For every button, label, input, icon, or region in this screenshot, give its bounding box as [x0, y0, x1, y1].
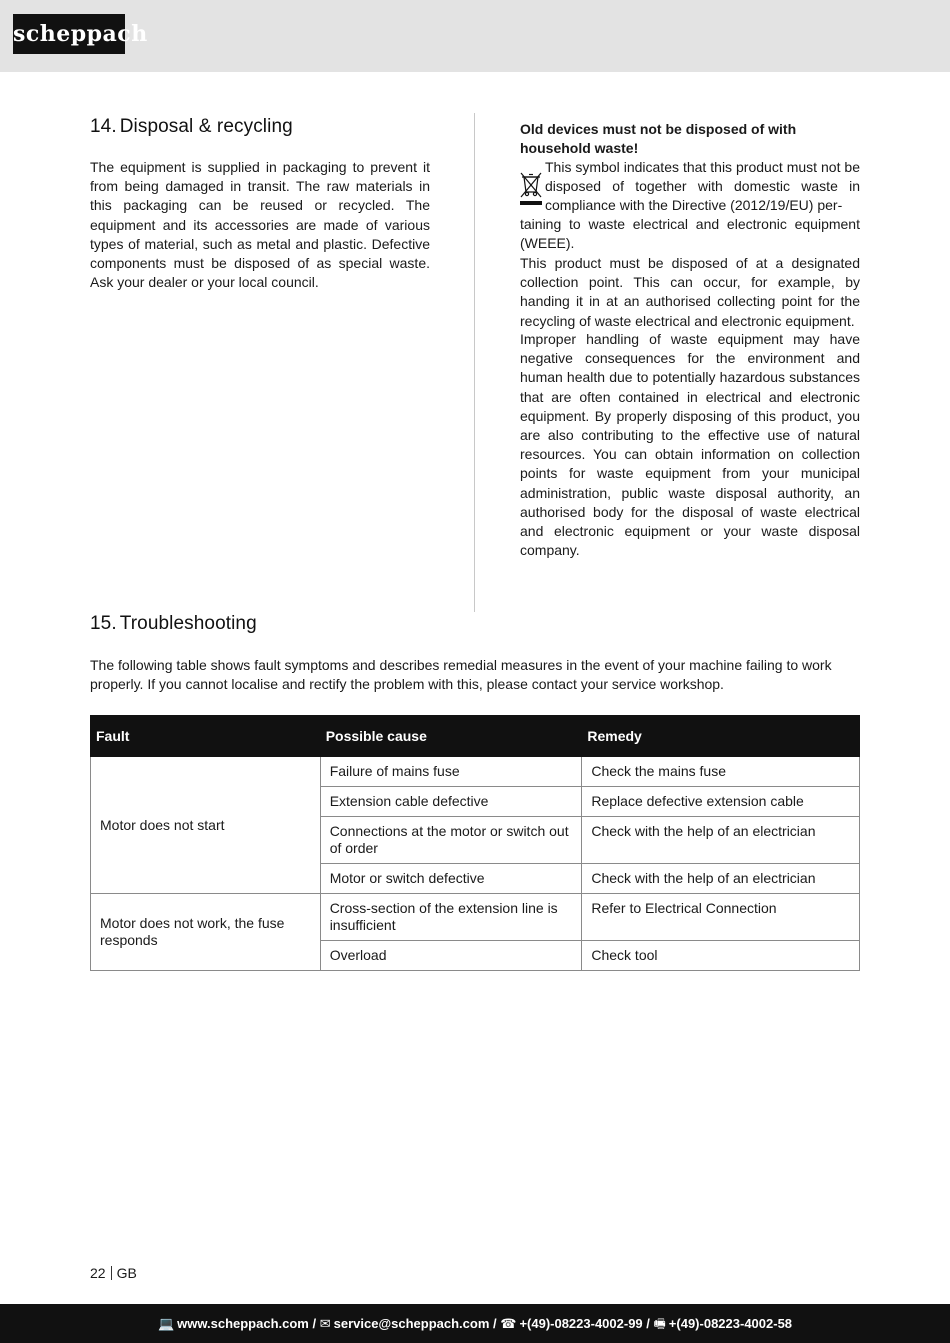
header-fault: Fault — [91, 716, 321, 757]
fault-cell: Motor does not work, the fuse responds — [91, 894, 321, 971]
remedy-cell: Check the mains fuse — [582, 757, 860, 787]
cause-cell: Overload — [320, 941, 582, 971]
section-15-title — [90, 613, 257, 635]
weee-symbol-text: This symbol indicates that this product must not be disposed of together with domestic waste in compliance with the Directive (2012/19/EU) per- — [545, 159, 860, 214]
scheppach-logo: scheppach — [13, 14, 125, 54]
fax-icon: 🖷 — [653, 1316, 666, 1331]
column-divider — [474, 113, 475, 612]
footer-phone[interactable]: +(49)-08223-4002-99 — [519, 1316, 643, 1331]
header-possible-cause: Possible cause — [320, 716, 582, 757]
section-15-title-text: Troubleshooting — [119, 613, 257, 634]
table-row — [91, 757, 860, 787]
weee-handling-paragraph: Improper handling of waste equipment may have negative consequences for the environment and human health due to potentially hazardous substances that are often contained in electrical and electronic equipment. By properly disposing of this product, you are also contributing to the effective use of natural resources. You can obtain information on collection points for waste equipment from your municipal administration, public waste disposal authority, an authorised body for the disposal of waste electrical and electronic equipment or your waste disposal company. — [520, 331, 860, 559]
mail-icon: ✉ — [319, 1316, 331, 1331]
crossed-out-wheelie-bin-icon — [519, 172, 543, 208]
remedy-cell: Check with the help of an electrician — [582, 864, 860, 894]
footer-contact — [0, 1304, 950, 1343]
header-remedy: Remedy — [582, 716, 860, 757]
footer-fax: +(49)-08223-4002-58 — [668, 1316, 793, 1331]
troubleshooting-table — [90, 715, 860, 971]
page-language: GB — [116, 1265, 137, 1281]
weee-symbol-text-cont: taining to waste electrical and electronic equipment (WEEE). — [520, 216, 860, 252]
header-band — [0, 0, 950, 72]
cause-cell: Motor or switch defective — [320, 864, 582, 894]
remedy-cell: Check tool — [582, 941, 860, 971]
page-number-value: 22 — [90, 1265, 106, 1281]
remedy-cell: Check with the help of an electrician — [582, 817, 860, 864]
page-number-separator — [111, 1266, 112, 1280]
section-15-number: 15. — [90, 613, 117, 634]
table-header-row — [91, 716, 860, 757]
section-14-body: The equipment is supplied in packaging to prevent it from being damaged in transit. The raw materials in this packaging can be reused or recycled. The equipment and its accessories are made of various types of material, such as metal and plastic. Defective components must be disposed of as special waste. Ask your dealer or your local council. — [90, 159, 430, 291]
footer-separator: / — [489, 1316, 501, 1331]
weee-heading: Old devices must not be disposed of with household waste! — [520, 121, 797, 157]
cause-cell: Failure of mains fuse — [320, 757, 582, 787]
weee-collection-paragraph: This product must be disposed of at a designated collection point. This can occur, for example, by handing it in at an authorised collecting point for the recycling of waste electrical and electronic equipment. — [520, 255, 860, 329]
cause-cell: Connections at the motor or switch out of order — [320, 817, 582, 864]
footer-separator: / — [308, 1316, 320, 1331]
section-14-title — [90, 116, 293, 138]
section-15-intro: The following table shows fault symptoms and describes remedial measures in the event of your machine failing to work properly. If you cannot localise and rectify the problem with this, please contact your service workshop. — [90, 657, 832, 693]
footer-website[interactable]: www.scheppach.com — [177, 1316, 309, 1331]
remedy-cell: Refer to Electrical Connection — [582, 894, 860, 941]
computer-icon: 💻 — [157, 1316, 175, 1331]
section-14-number: 14. — [90, 116, 117, 137]
cause-cell: Cross-section of the extension line is insufficient — [320, 894, 582, 941]
telephone-icon: ☎ — [500, 1316, 517, 1331]
footer-separator: / — [642, 1316, 654, 1331]
section-14-title-text: Disposal & recycling — [119, 116, 293, 137]
fault-cell: Motor does not start — [91, 757, 321, 894]
footer-bar — [0, 1304, 950, 1343]
remedy-cell: Replace defective extension cable — [582, 787, 860, 817]
cause-cell: Extension cable defective — [320, 787, 582, 817]
footer-email[interactable]: service@scheppach.com — [333, 1316, 490, 1331]
table-row — [91, 894, 860, 941]
page-number — [90, 1265, 137, 1281]
